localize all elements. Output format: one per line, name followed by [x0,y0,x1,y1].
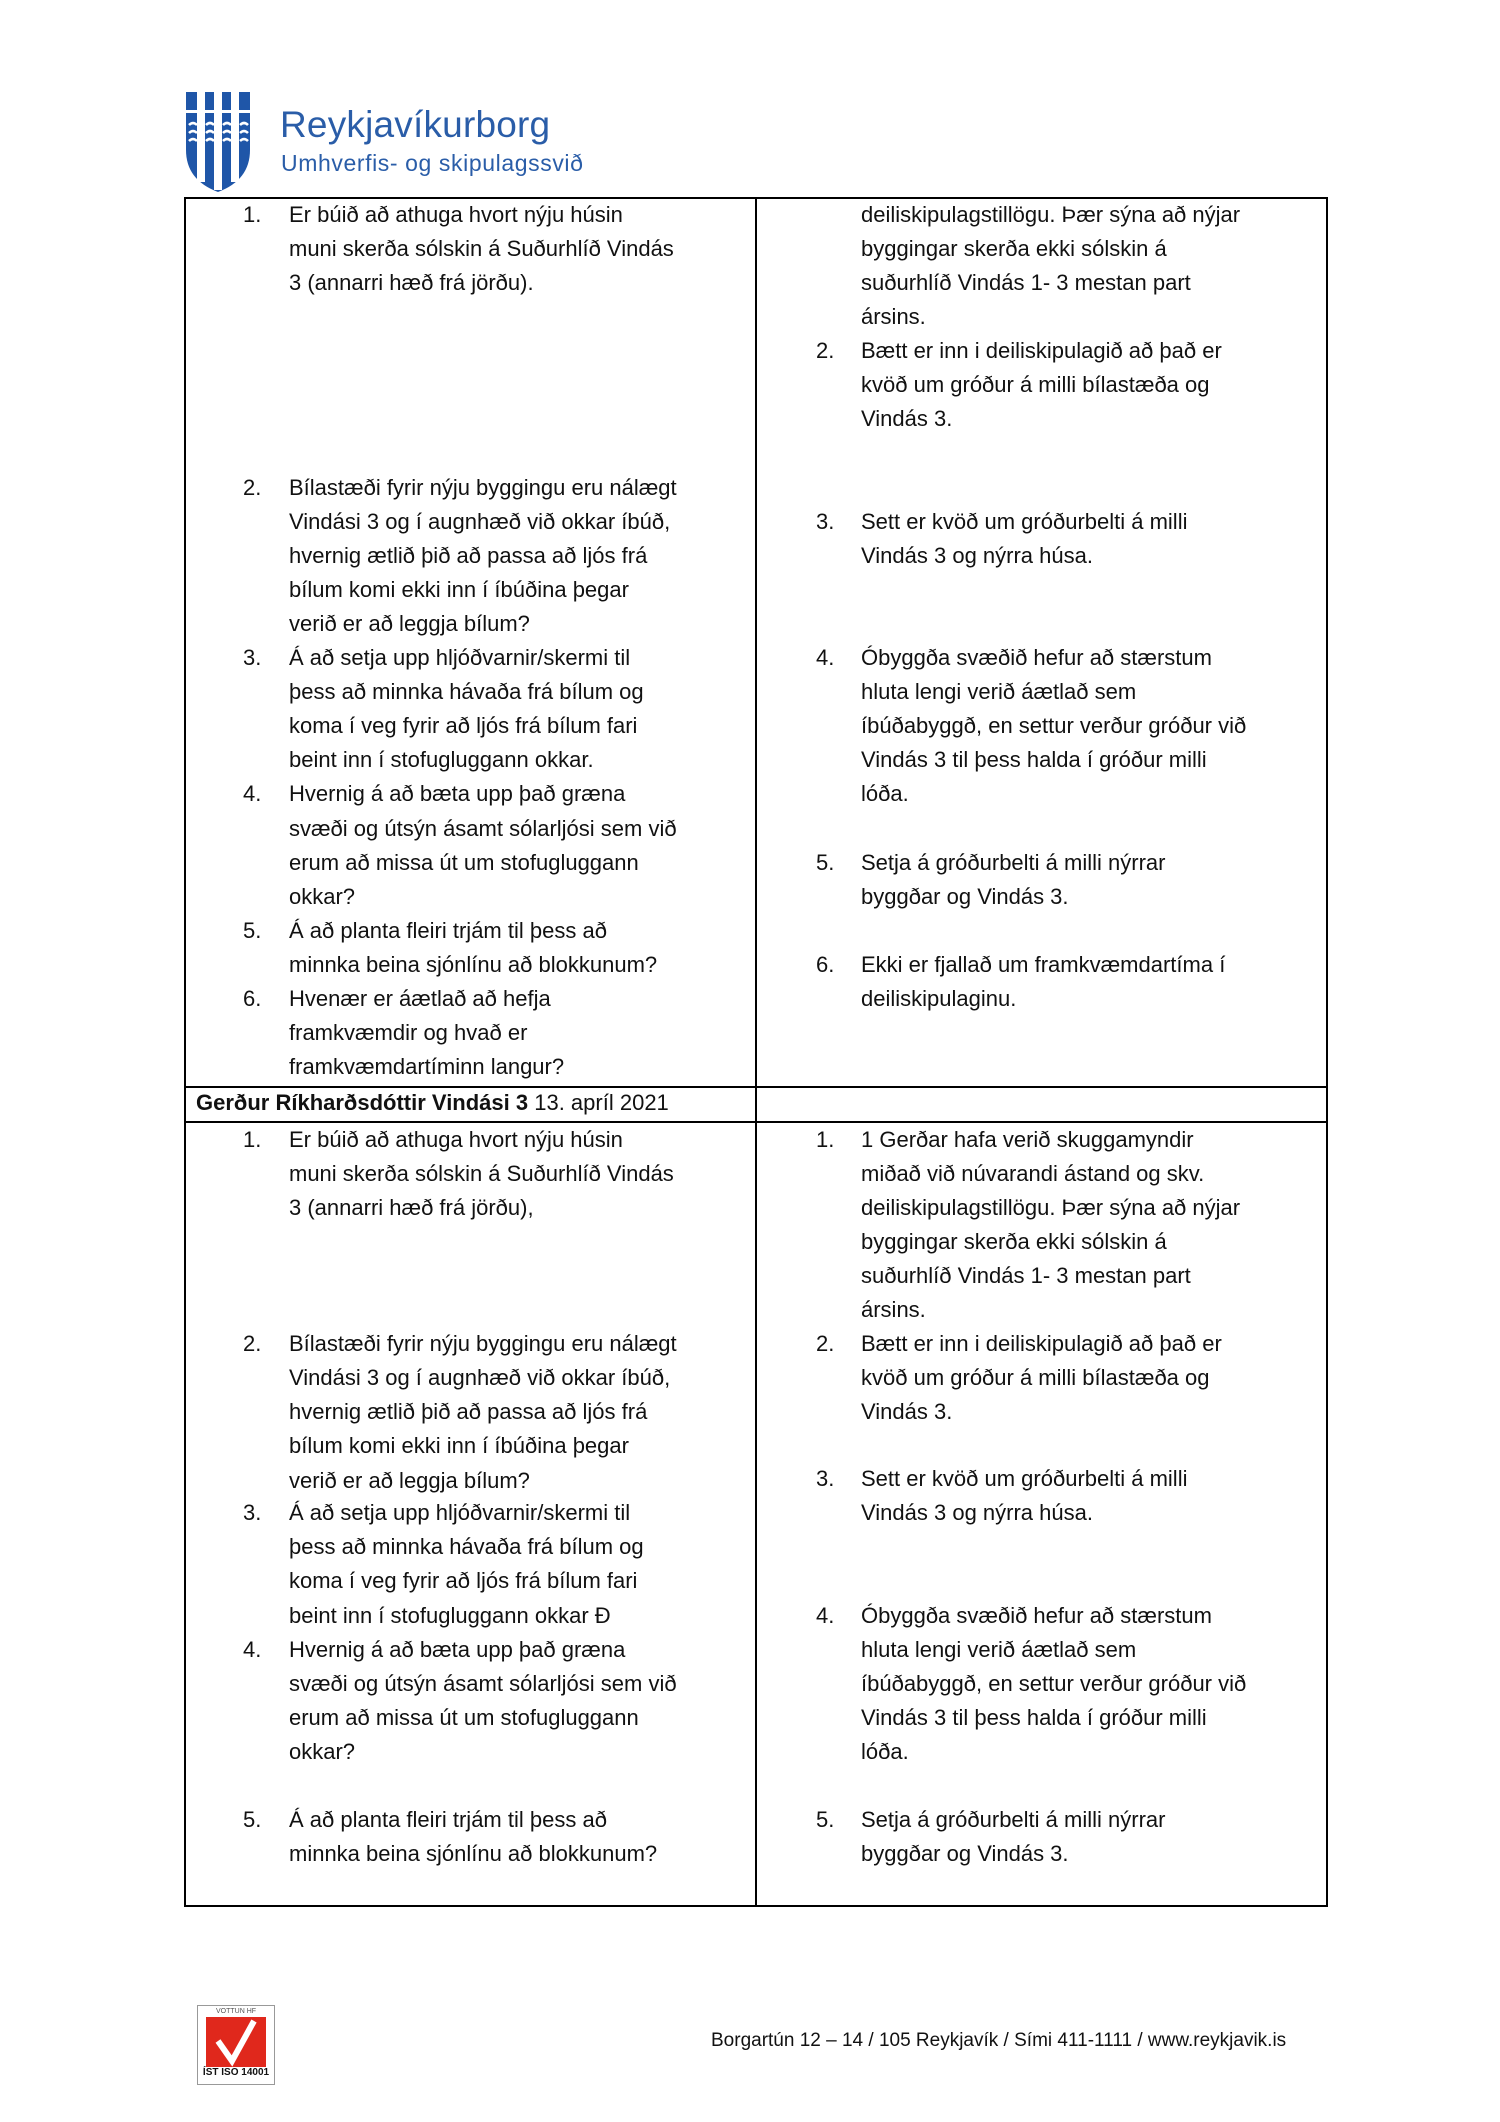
text-line: koma í veg fyrir að ljós frá bílum fari [289,1568,638,1594]
text-line: íbúðabyggð, en settur verður gróður við [861,1670,1247,1696]
text-line: þess að minnka hávaða frá bílum og [289,1534,644,1560]
text-line: Bílastæði fyrir nýju byggingu eru nálægt [289,474,677,500]
text-line: okkar? [289,883,356,909]
list-number: 4. [243,1636,262,1662]
text-line: hvernig ætlið þið að passa að ljós frá [289,1399,648,1425]
text-line: Vindás 3 og nýrra húsa. [861,1500,1093,1526]
reykjavik-coat-of-arms-logo [184,90,252,194]
text-line: byggðar og Vindás 3. [861,1841,1069,1867]
text-line: kvöð um gróður á milli bílastæða og [861,372,1210,398]
cert-top-label: VOTTUN HF [215,2008,257,2015]
text-line: Sett er kvöð um gróðurbelti á milli [861,508,1188,534]
text-line: hvernig ætlið þið að passa að ljós frá [289,542,648,568]
footer-address: Borgartún 12 – 14 / 105 Reykjavík / Sími 411-1111 / www.reykjavik.is [711,2030,1287,2051]
list-text [289,1123,674,1225]
text-line: Vindás 3. [861,406,953,432]
text-line: Setja á gróðurbelti á milli nýrrar [861,1807,1166,1833]
list-text [289,641,644,777]
list-number: 4. [816,1602,835,1628]
text-line: Vindás 3 og nýrra húsa. [861,542,1093,568]
text-line: muni skerða sólskin á Suðurhlíð Vindás [289,235,674,261]
text-line: Vindási 3 og í augnhæð við okkar íbúð, [289,508,671,534]
text-line: Vindás 3 til þess halda í gróður milli [861,747,1207,773]
heading-cover [757,1088,1326,1121]
text-line: framkvæmdartíminn langur? [289,1054,565,1080]
text-line: Á að planta fleiri trjám til þess að [289,1807,607,1833]
list-text [289,1803,657,1871]
text-line: ársins. [861,1297,926,1323]
list-text [289,777,677,913]
text-line: Bætt er inn i deiliskipulagið að það er [861,1331,1222,1357]
list-text [861,948,1225,1016]
text-line: Á að planta fleiri trjám til þess að [289,917,607,943]
list-text [289,198,674,300]
text-line: bílum komi ekki inn í íbúðina þegar [289,576,629,602]
list-text [289,982,564,1084]
list-number: 1. [243,201,262,227]
list-number: 1. [816,1126,835,1152]
list-number: 1. [243,1126,262,1152]
text-line: Hvenær er áætlað að hefja [289,986,551,1012]
text-line: 1 Gerðar hafa verið skuggamyndir [861,1126,1194,1152]
commenter-heading [196,1090,669,1116]
text-line: lóða. [861,1738,909,1764]
text-line: minnka beina sjónlínu að blokkunum? [289,951,658,977]
text-line: deiliskipulagstillögu. Þær sýna að nýjar [861,201,1241,227]
list-text [861,1327,1222,1429]
text-line: Hvernig á að bæta upp það græna [289,1636,626,1662]
list-number: 3. [816,1466,835,1492]
text-line: deiliskipulaginu. [861,986,1017,1012]
division-name: Umhverfis- og skipulagssvið [281,150,584,176]
text-line: kvöð um gróður á milli bílastæða og [861,1365,1210,1391]
list-number: 5. [243,917,262,943]
text-line: framkvæmdir og hvað er [289,1020,528,1046]
text-line: Á að setja upp hljóðvarnir/skermi til [289,645,631,671]
text-line: Hvernig á að bæta upp það græna [289,781,626,807]
list-text [861,505,1187,573]
list-text [861,1803,1165,1871]
list-text [861,334,1222,436]
comment-date: 13. apríl 2021 [528,1090,669,1115]
text-line: deiliskipulagstillögu. Þær sýna að nýjar [861,1194,1241,1220]
text-line: bílum komi ekki inn í íbúðina þegar [289,1433,629,1459]
text-line: hluta lengi verið áætlað sem [861,1636,1137,1662]
list-text [861,641,1246,811]
commenter-name: Gerður Ríkharðsdóttir Vindási 3 [196,1090,529,1115]
text-line: Bætt er inn i deiliskipulagið að það er [861,338,1222,364]
list-text [289,471,677,641]
list-text [861,1123,1240,1328]
text-line: svæði og útsýn ásamt sólarljósi sem við [289,1670,677,1696]
checkmark-icon [206,2017,266,2067]
text-line: Vindás 3 til þess halda í gróður milli [861,1704,1207,1730]
list-number: 2. [816,1331,835,1357]
iso-certification-badge [197,2005,275,2085]
list-number: 6. [816,951,835,977]
list-text [861,1599,1246,1769]
list-text [289,1633,677,1769]
text-line: Óbyggða svæðið hefur að stærstum [861,645,1212,671]
text-line: minnka beina sjónlínu að blokkunum? [289,1841,658,1867]
list-text [861,198,1240,334]
list-text [289,1327,677,1497]
text-line: 3 (annarri hæð frá jörðu), [289,1194,534,1220]
list-text [861,1462,1187,1530]
text-line: svæði og útsýn ásamt sólarljósi sem við [289,815,677,841]
text-line: erum að missa út um stofugluggann [289,1704,639,1730]
text-line: 3 (annarri hæð frá jörðu). [289,269,534,295]
list-number: 6. [243,986,262,1012]
text-line: Óbyggða svæðið hefur að stærstum [861,1602,1212,1628]
org-name: Reykjavíkurborg [280,104,551,145]
text-line: byggingar skerða ekki sólskin á [861,1228,1167,1254]
text-line: miðað við núvarandi ástand og skv. [861,1160,1205,1186]
text-line: beint inn í stofugluggann okkar. [289,747,594,773]
list-number: 3. [243,1500,262,1526]
text-line: Setja á gróðurbelti á milli nýrrar [861,849,1166,875]
list-text [289,1496,644,1632]
text-line: Vindási 3 og í augnhæð við okkar íbúð, [289,1365,671,1391]
list-number: 4. [243,781,262,807]
list-number: 3. [816,508,835,534]
list-number: 4. [816,645,835,671]
text-line: Vindás 3. [861,1399,953,1425]
text-line: verið er að leggja bílum? [289,610,530,636]
text-line: Ekki er fjallað um framkvæmdartíma í [861,951,1226,977]
list-number: 2. [816,338,835,364]
list-number: 2. [243,1331,262,1357]
list-number: 2. [243,474,262,500]
list-number: 5. [816,849,835,875]
text-line: Bílastæði fyrir nýju byggingu eru nálægt [289,1331,677,1357]
text-line: beint inn í stofugluggann okkar Ð [289,1602,611,1628]
text-line: Er búið að athuga hvort nýju húsin [289,1126,623,1152]
text-line: þess að minnka hávaða frá bílum og [289,679,644,705]
text-line: byggðar og Vindás 3. [861,883,1069,909]
text-line: ársins. [861,304,926,330]
text-line: suðurhlíð Vindás 1- 3 mestan part [861,269,1191,295]
list-number: 5. [243,1807,262,1833]
text-line: hluta lengi verið áætlað sem [861,679,1137,705]
text-line: muni skerða sólskin á Suðurhlíð Vindás [289,1160,674,1186]
text-line: Er búið að athuga hvort nýju húsin [289,201,623,227]
list-text [289,914,657,982]
text-line: íbúðabyggð, en settur verður gróður við [861,713,1247,739]
text-line: verið er að leggja bílum? [289,1467,530,1493]
text-line: koma í veg fyrir að ljós frá bílum fari [289,713,638,739]
list-text [861,846,1165,914]
column-divider [755,197,757,1907]
text-line: Sett er kvöð um gróðurbelti á milli [861,1466,1188,1492]
text-line: erum að missa út um stofugluggann [289,849,639,875]
text-line: Á að setja upp hljóðvarnir/skermi til [289,1500,631,1526]
text-line: okkar? [289,1738,356,1764]
list-number: 5. [816,1807,835,1833]
text-line: lóða. [861,781,909,807]
text-line: byggingar skerða ekki sólskin á [861,235,1167,261]
list-number: 3. [243,645,262,671]
cert-bottom-label: ÍST ISO 14001 [202,2067,270,2078]
text-line: suðurhlíð Vindás 1- 3 mestan part [861,1262,1191,1288]
